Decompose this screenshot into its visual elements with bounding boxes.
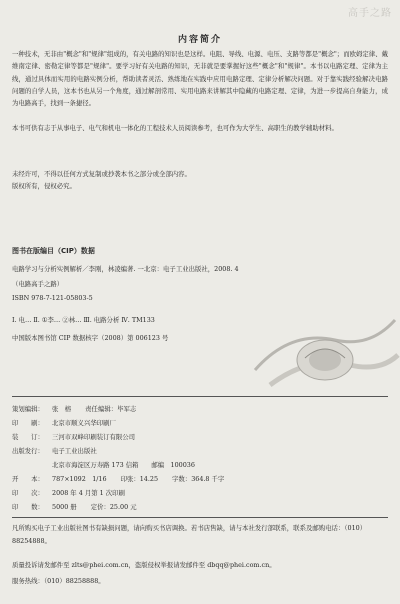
price-value: 25.00 元 bbox=[109, 503, 137, 511]
footer-divider bbox=[12, 517, 388, 518]
price-label: 定价： bbox=[90, 503, 110, 511]
count-row bbox=[12, 502, 137, 511]
footer-service: 服务热线：（010）88258888。 bbox=[12, 577, 105, 585]
warning-line-2: 版权所有，侵权必究。 bbox=[12, 182, 76, 191]
print-row bbox=[12, 418, 116, 427]
cip-line-2: （电路高手之路） bbox=[12, 280, 64, 288]
cip-line-1: 电路学习与分析实例解析／李刚，林凌编著. 一北京：电子工业出版社，2008. 4 bbox=[12, 265, 239, 273]
edition-value: 2008 年 4 月第 1 次印刷 bbox=[52, 489, 125, 497]
binding-row bbox=[12, 432, 135, 441]
planner-label: 策划编辑： bbox=[12, 405, 44, 413]
footer-notice: 凡所购买电子工业出版社图书有缺损问题，请向购买书店调换。若书店售缺，请与本社发行部联系，联系及邮购电话：（010）88254888。 bbox=[12, 524, 367, 545]
footer-quality: 质量投诉请发邮件至 zlts@phei.com.cn，盗版侵权举报请发邮件至 dbqq@phei.com.cn。 bbox=[12, 561, 276, 569]
binding-value: 三河市双峰印刷装订有限公司 bbox=[52, 433, 136, 441]
warning-line-1: 未经许可，不得以任何方式复制或抄袭本书之部分或全部内容。 bbox=[12, 170, 191, 178]
print-value: 北京市顺义兴华印刷厂 bbox=[52, 419, 116, 427]
cip-title: 图书在版编目（CIP）数据 bbox=[12, 247, 95, 255]
format-label: 开 本： bbox=[12, 475, 44, 483]
sheets-label: 印张： bbox=[120, 475, 140, 483]
editor-label: 责任编辑： bbox=[85, 405, 118, 413]
publisher-row bbox=[12, 446, 97, 455]
summary-title: 内容简介 bbox=[177, 35, 222, 45]
planner-row bbox=[12, 404, 136, 413]
format-row bbox=[12, 474, 224, 483]
watermark: 高手之路 bbox=[348, 8, 392, 19]
publisher-value: 电子工业出版社 bbox=[52, 447, 97, 455]
decorative-illustration bbox=[250, 300, 400, 395]
print-label: 印 刷： bbox=[12, 419, 44, 427]
words-label: 字数： bbox=[172, 475, 192, 483]
planner-value: 张 榕 bbox=[52, 405, 72, 413]
cip-number: 中国版本图书馆 CIP 数据核字（2008）第 006123 号 bbox=[12, 334, 169, 342]
summary-paragraph-1: 一种技术，无非由"概念"和"规律"组成的，有关电路的知识也是这样。电阻、导线、电源、电压、支路等都是"概念"；而欧姆定律、戴维南定律、密勒定律等都是"规律"。要学习好有关电路的知识，无非就是要掌握好这些"概念"和"规律"。本书以电路定理、定律为主线，通过具体而实用的电路实例分析，帮助读者灵活、熟练地在实践中应用电路定理、定律分析解决问题。对于靠实践经验解决电路问题的自学人员，这本书也从另一个角度，通过解剖常用、实用电路来讲解其中隐藏的电路定理、定律，为进一步提高自身能力，成为电路高手，找到一条捷径。 bbox=[12, 50, 388, 108]
colophon-top-divider bbox=[12, 396, 388, 397]
copyright-warning bbox=[12, 168, 388, 193]
words-value: 364.8 千字 bbox=[191, 475, 225, 483]
count-label: 印 数： bbox=[12, 503, 44, 511]
binding-label: 装 订： bbox=[12, 433, 44, 441]
address-row: 北京市海淀区万寿路 173 信箱 邮编 100036 bbox=[52, 461, 195, 469]
format-value: 787×1092 1/16 bbox=[52, 475, 107, 483]
cip-isbn: ISBN 978-7-121-05803-5 bbox=[12, 294, 93, 302]
sheets-value: 14.25 bbox=[139, 475, 159, 483]
edition-label: 印 次： bbox=[12, 489, 44, 497]
publisher-label: 出版发行： bbox=[12, 447, 44, 455]
summary-paragraph-2: 本书可供有志于从事电子、电气和机电一体化的工程技术人员阅读参考，也可作为大学生、高职生的教学辅助材料。 bbox=[12, 124, 338, 132]
cip-classification: Ⅰ. 电… Ⅱ. ①李… ②林… Ⅲ. 电路分析 Ⅳ. TM133 bbox=[12, 316, 155, 324]
edition-row bbox=[12, 488, 125, 497]
count-value: 5000 册 bbox=[52, 503, 77, 511]
editor-value: 毕军志 bbox=[117, 405, 137, 413]
